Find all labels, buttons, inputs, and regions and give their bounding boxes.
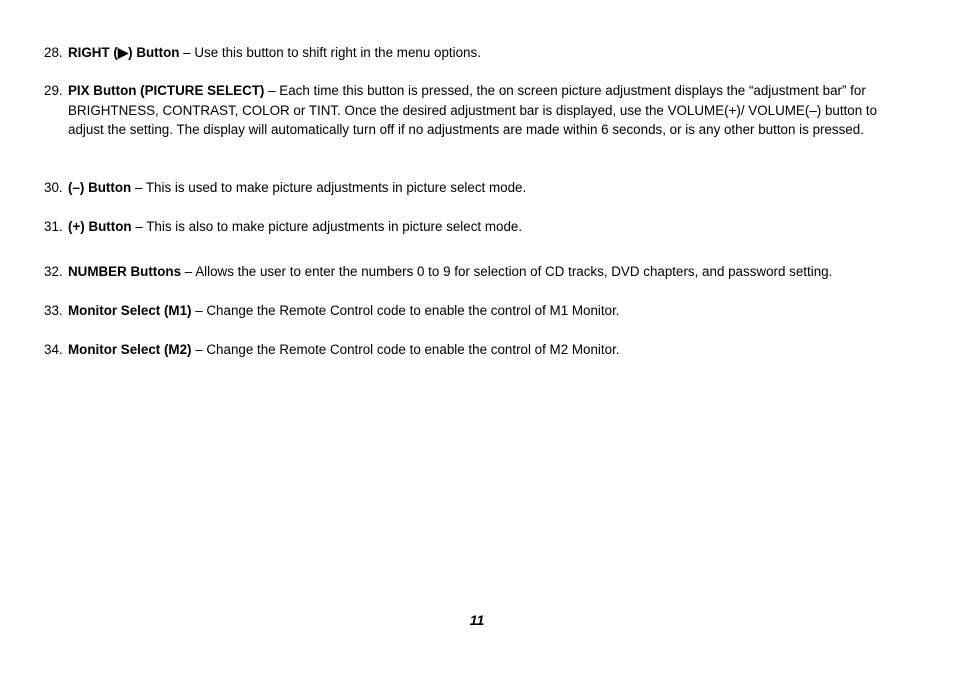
item-number: 28. (44, 45, 63, 60)
item-content (68, 81, 914, 140)
item-description: – Use this button to shift right in the menu options. (179, 45, 481, 60)
item-title: Monitor Select (M1) (68, 303, 192, 318)
item-title: Monitor Select (M2) (68, 342, 192, 357)
item-description: – Allows the user to enter the numbers 0 to 9 for selection of CD tracks, DVD chapters, and password setting. (181, 264, 833, 279)
item-description: – This is used to make picture adjustments in picture select mode. (131, 180, 527, 195)
item-number: 34. (44, 342, 63, 357)
item-number: 31. (44, 219, 63, 234)
list-item-28 (44, 43, 914, 63)
item-description: – Each time this button is pressed, the on screen picture adjustment displays the “adjustment bar” for BRIGHTNESS, CONTRAST, COLOR or TINT. Once the desired adjustment bar is displayed, use the VOLUME(+)/ VOLUME(–) button to adjust the setting. The display will automatically turn off if no adjustments are made within 6 seconds, or is any other button is pressed. (68, 83, 878, 138)
item-content (68, 340, 914, 360)
item-content (68, 301, 914, 321)
list-item-30 (44, 178, 914, 198)
item-number: 33. (44, 303, 63, 318)
item-content (68, 43, 914, 63)
list-item-29 (44, 81, 914, 140)
list-item-32 (44, 262, 914, 282)
item-content (68, 262, 914, 282)
item-content (68, 217, 914, 237)
item-title: (+) Button (68, 219, 132, 234)
list-item-33 (44, 301, 914, 321)
page-number: 11 (469, 612, 485, 628)
item-title: NUMBER Buttons (68, 264, 182, 279)
item-description: – Change the Remote Control code to enable the control of M2 Monitor. (191, 342, 620, 357)
list-item-31 (44, 217, 914, 237)
item-number: 29. (44, 83, 63, 98)
item-title: RIGHT (▶) Button (68, 45, 180, 60)
list-item-34 (44, 340, 914, 360)
item-content (68, 178, 914, 198)
item-description: – This is also to make picture adjustments in picture select mode. (131, 219, 523, 234)
item-number: 32. (44, 264, 63, 279)
item-title: PIX Button (PICTURE SELECT) (68, 83, 265, 98)
item-number: 30. (44, 180, 63, 195)
item-title: (–) Button (68, 180, 132, 195)
item-description: – Change the Remote Control code to enable the control of M1 Monitor. (191, 303, 620, 318)
